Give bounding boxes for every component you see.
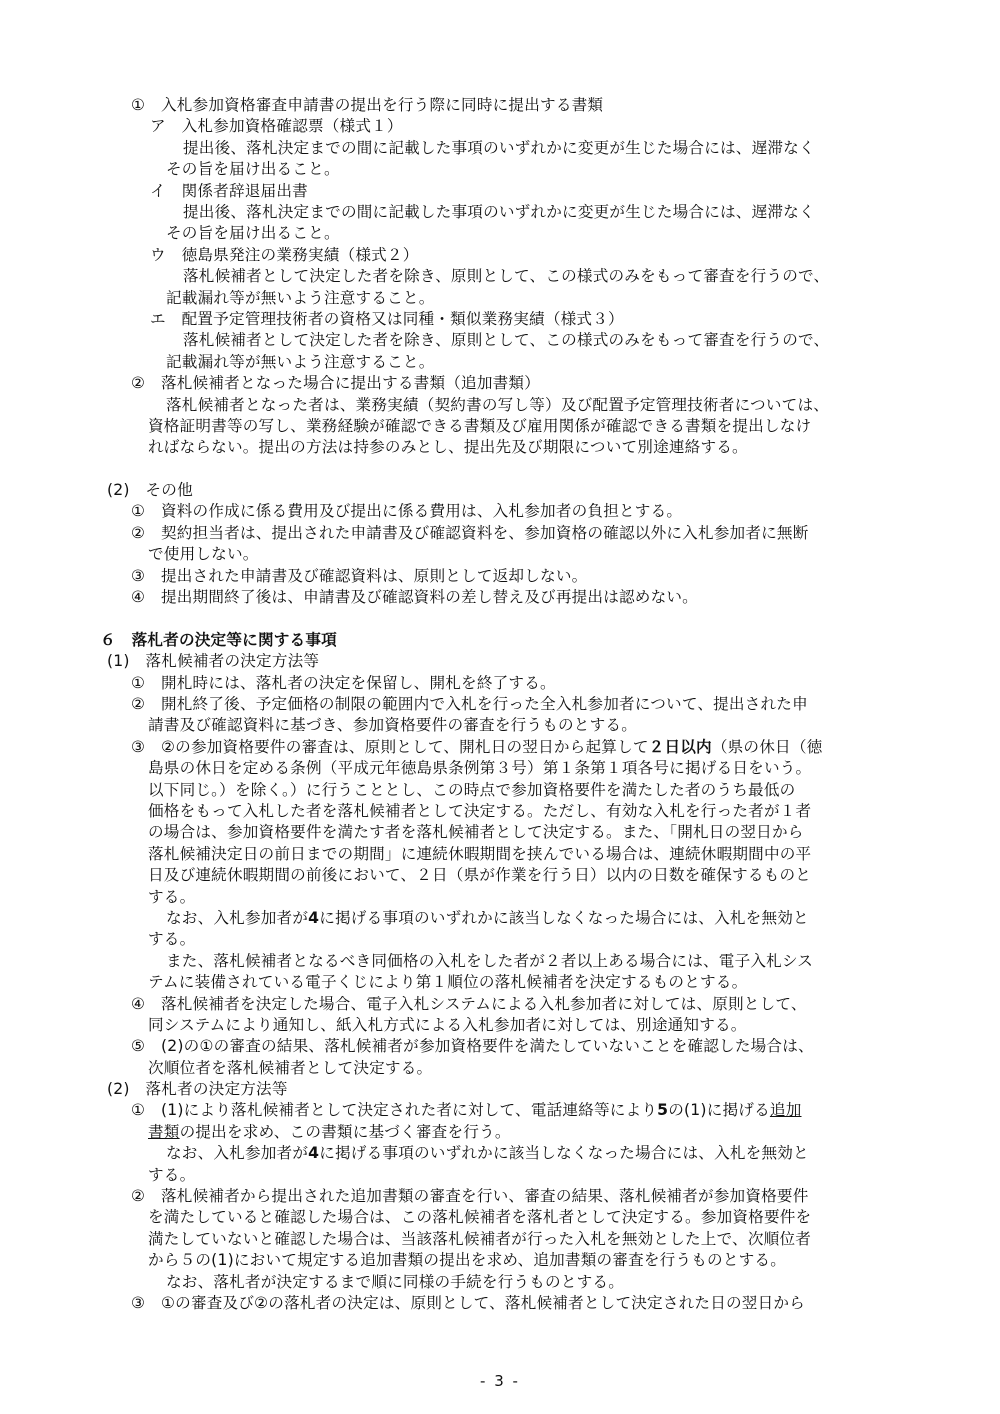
text-line: なお、入札参加者が4に掲げる事項のいずれかに該当しなくなった場合には、入札を無効と bbox=[166, 1144, 809, 1162]
text-line: 資格証明書等の写し、業務経験が確認できる書類及び雇用関係が確認できる書類を提出しなけ bbox=[148, 417, 812, 435]
text-line: ③ ②の参加資格要件の審査は、原則として、開札日の翌日から起算して２日以内（県の休日（徳 bbox=[131, 738, 823, 756]
text-line: イ 関係者辞退届出書 bbox=[150, 182, 308, 200]
text-line: その旨を届け出ること。 bbox=[166, 160, 340, 178]
text-line: する。 bbox=[148, 1166, 196, 1184]
text-line: エ 配置予定管理技術者の資格又は同種・類似業務実績（様式３） bbox=[150, 310, 624, 328]
text-line: ① 入札参加資格審査申請書の提出を行う際に同時に提出する書類 bbox=[131, 96, 604, 114]
text-line: なお、落札者が決定するまで順に同様の手続を行うものとする。 bbox=[166, 1273, 625, 1291]
text-line: から５の(1)において規定する追加書類の提出を求め、追加書類の審査を行うものとする。 bbox=[148, 1251, 787, 1269]
text-line: 書類の提出を求め、この書類に基づく審査を行う。 bbox=[148, 1123, 511, 1141]
text-line: 以下同じ。）を除く。）に行うこととし、この時点で参加資格要件を満たした者のうち最低の bbox=[148, 781, 796, 799]
section-heading: (2) その他 bbox=[107, 481, 193, 499]
text-line: 記載漏れ等が無いよう注意すること。 bbox=[166, 289, 435, 307]
text-line: 落札候補者となった者は、業務実績（契約書の写し等）及び配置予定管理技術者については、 bbox=[166, 396, 830, 414]
text-line: 満たしていないと確認した場合は、当該落札候補者が行った入札を無効とした上で、次順位者 bbox=[148, 1230, 812, 1248]
text-line: ② 落札候補者から提出された追加書類の審査を行い、審査の結果、落札候補者が参加資格要件 bbox=[131, 1187, 809, 1205]
text-line: ② 契約担当者は、提出された申請書及び確認資料を、参加資格の確認以外に入札参加者に無断 bbox=[131, 524, 809, 542]
text-line: ればならない。提出の方法は持参のみとし、提出先及び期限について別途連絡する。 bbox=[148, 438, 748, 456]
text-line: 次順位者を落札候補者として決定する。 bbox=[148, 1059, 433, 1077]
text-line: ア 入札参加資格確認票（様式１） bbox=[150, 117, 403, 135]
section-heading: (1) 落札候補者の決定方法等 bbox=[107, 652, 320, 670]
text-line: ② 開札終了後、予定価格の制限の範囲内で入札を行った全入札参加者について、提出された申 bbox=[131, 695, 808, 713]
text-line: 島県の休日を定める条例（平成元年徳島県条例第３号）第１条第１項各号に掲げる日をいう。 bbox=[148, 759, 812, 777]
text-line: 記載漏れ等が無いよう注意すること。 bbox=[166, 353, 435, 371]
page-number: - 3 - bbox=[480, 1372, 520, 1390]
text-line: ⑤ (2)の①の審査の結果、落札候補者が参加資格要件を満たしていないことを確認した場合は、 bbox=[131, 1037, 814, 1055]
text-line: その旨を届け出ること。 bbox=[166, 224, 340, 242]
text-line: 日及び連続休暇期間の前後において、２日（県が作業を行う日）以内の日数を確保するものと bbox=[148, 866, 812, 884]
underlined-term: 書類 bbox=[148, 1123, 180, 1141]
text-line: 落札候補決定日の前日までの期間」に連続休暇期間を挟んでいる場合は、連続休暇期間中の平 bbox=[148, 845, 812, 863]
text-line: を満たしていると確認した場合は、この落札候補者を落札者として決定する。参加資格要件を bbox=[148, 1208, 812, 1226]
text-line: する。 bbox=[148, 888, 196, 906]
text-line: ① (1)により落札候補者として決定された者に対して、電話連絡等により5の(1)に掲げる追加 bbox=[131, 1101, 802, 1119]
text-line: ③ ①の審査及び②の落札者の決定は、原則として、落札候補者として決定された日の翌日から bbox=[131, 1294, 805, 1312]
text-line: ② 落札候補者となった場合に提出する書類（追加書類） bbox=[131, 374, 541, 392]
text-line: ① 資料の作成に係る費用及び提出に係る費用は、入札参加者の負担とする。 bbox=[131, 502, 683, 520]
text-line: 提出後、落札決定までの間に記載した事項のいずれかに変更が生じた場合には、遅滞なく bbox=[183, 203, 815, 221]
text-line: ③ 提出された申請書及び確認資料は、原則として返却しない。 bbox=[131, 567, 588, 585]
text-line: で使用しない。 bbox=[148, 545, 259, 563]
section-heading: ６ 落札者の決定等に関する事項 bbox=[100, 631, 337, 649]
text-line: 落札候補者として決定した者を除き、原則として、この様式のみをもって審査を行うので、 bbox=[183, 331, 830, 349]
text-line: 提出後、落札決定までの間に記載した事項のいずれかに変更が生じた場合には、遅滞なく bbox=[183, 139, 815, 157]
emphasis-text: ２日以内 bbox=[648, 738, 712, 756]
text-line: また、落札候補者となるべき同価格の入札をした者が２者以上ある場合には、電子入札シス bbox=[166, 952, 814, 970]
text-line: 落札候補者として決定した者を除き、原則として、この様式のみをもって審査を行うので、 bbox=[183, 267, 830, 285]
section-heading: (2) 落札者の決定方法等 bbox=[107, 1080, 288, 1098]
text-line: ④ 提出期間終了後は、申請書及び確認資料の差し替え及び再提出は認めない。 bbox=[131, 588, 698, 606]
text-line: ④ 落札候補者を決定した場合、電子入札システムによる入札参加者に対しては、原則として、 bbox=[131, 995, 807, 1013]
text-line: ウ 徳島県発注の業務実績（様式２） bbox=[150, 246, 419, 264]
text-line: なお、入札参加者が4に掲げる事項のいずれかに該当しなくなった場合には、入札を無効と bbox=[166, 909, 809, 927]
text-line: 同システムにより通知し、紙入札方式による入札参加者に対しては、別途通知する。 bbox=[148, 1016, 747, 1034]
text-line: する。 bbox=[148, 930, 196, 948]
text-line: ① 開札時には、落札者の決定を保留し、開札を終了する。 bbox=[131, 674, 556, 692]
text-line: テムに装備されている電子くじにより第１順位の落札候補者を決定するものとする。 bbox=[148, 973, 748, 991]
text-line: 請書及び確認資料に基づき、参加資格要件の審査を行うものとする。 bbox=[148, 716, 637, 734]
text-line: の場合は、参加資格要件を満たす者を落札候補者として決定する。また、「開札日の翌日から bbox=[148, 823, 804, 841]
underlined-term: 追加 bbox=[769, 1101, 802, 1119]
text-line: 価格をもって入札した者を落札候補者として決定する。ただし、有効な入札を行った者が１者 bbox=[148, 802, 812, 820]
